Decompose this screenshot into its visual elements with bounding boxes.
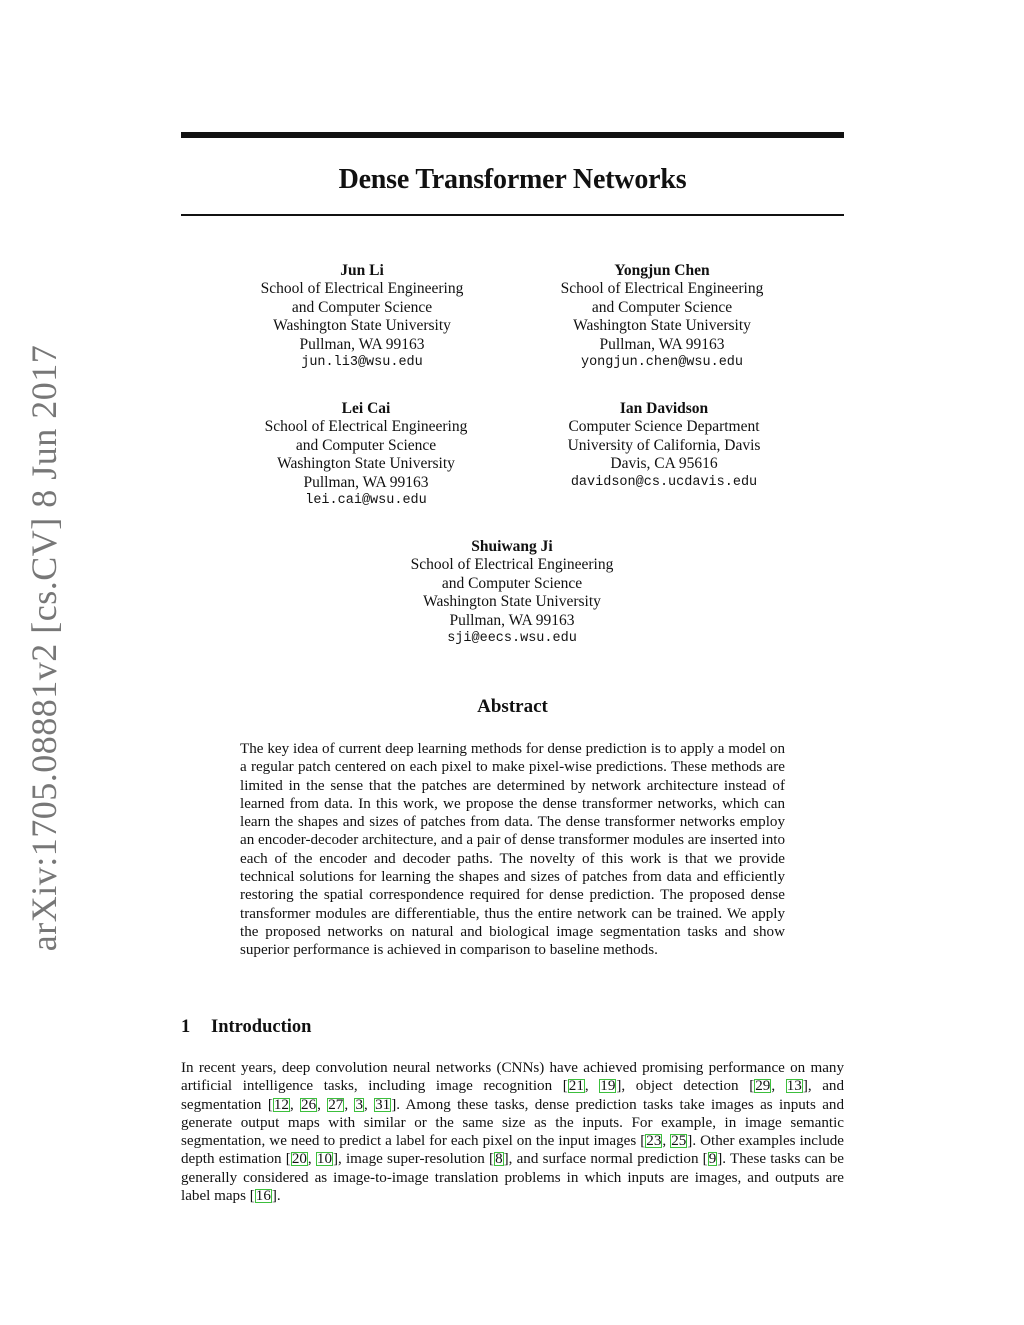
intro-text-run: , (317, 1096, 328, 1113)
author-name: Shuiwang Ji (471, 538, 553, 555)
abstract-text: The key idea of current deep learning methods for dense prediction is to apply a model on a regular patch centered on each pixel to make pixel-wise predictions. These methods are limited in the sense that the patches are determined by network architecture instead of learned from data. In this work, we propose the dense transformer networks, which can learn the shapes and sizes of patches from data. The dense transformer networks employ an encoder-decoder architecture, and a pair of dense transformer modules are inserted into each of the encoder and decoder paths. The novelty of this work is that we provide technical solutions for learning the shapes and sizes of patches from data and efficiently restoring the spatial correspondence required for dense prediction. The proposed dense transformer modules are differentiable, thus the entire network can be trained. We apply the proposed networks on natural and biological image segmentation tasks and show superior performance is achieved in comparison to baseline methods. (240, 741, 785, 959)
author-email[interactable]: davidson@cs.ucdavis.edu (570, 474, 758, 490)
author-affiliation-line: Washington State University (573, 317, 751, 335)
introduction-paragraph (181, 1059, 844, 1205)
citation-link[interactable]: 29 (755, 1078, 771, 1095)
author-email[interactable]: lei.cai@wsu.edu (305, 493, 427, 509)
intro-text-run: ]. These tasks can be generally considered as image-to-image translation problems in which inputs are images, and outputs are label maps [ (181, 1151, 844, 1205)
intro-text-run: ]. Other examples include depth estimation [ (181, 1133, 844, 1168)
author-email[interactable]: sji@eecs.wsu.edu (447, 631, 577, 647)
citation-link[interactable]: 12 (273, 1096, 289, 1113)
citation-link[interactable]: 9 (708, 1151, 717, 1168)
author-affiliation-line: Washington State University (277, 455, 455, 473)
title-rule-top (181, 132, 844, 138)
citation-link[interactable]: 19 (600, 1078, 616, 1095)
intro-text-run: , (289, 1096, 301, 1113)
citation-link[interactable]: 13 (786, 1078, 802, 1095)
author-affiliation-line: Washington State University (273, 317, 451, 335)
author-block-4 (534, 400, 794, 492)
author-block-2 (532, 262, 792, 372)
citation-link[interactable]: 3 (355, 1096, 363, 1113)
intro-text-run: ], and surface normal prediction [ (503, 1151, 708, 1168)
intro-text-run: ], object detection [ (616, 1078, 755, 1095)
title-rule-bottom (181, 214, 844, 216)
citation-link[interactable]: 25 (671, 1133, 687, 1150)
author-affiliation-line: School of Electrical Engineering (560, 280, 764, 298)
intro-text-run: ], image super-resolution [ (332, 1151, 495, 1168)
author-email[interactable]: jun.li3@wsu.edu (301, 355, 423, 371)
section-title: Introduction (211, 1017, 312, 1037)
author-affiliation-line: Pullman, WA 99163 (599, 335, 725, 353)
citation-link[interactable]: 21 (568, 1078, 584, 1095)
paper-title: Dense Transformer Networks (338, 164, 687, 195)
citation-link[interactable]: 20 (291, 1151, 307, 1168)
citation-link[interactable]: 31 (375, 1096, 391, 1113)
author-block-5 (382, 538, 642, 648)
author-affiliation-line: Pullman, WA 99163 (449, 611, 575, 629)
author-affiliation-line: and Computer Science (291, 298, 433, 316)
citation-link[interactable]: 27 (328, 1096, 344, 1113)
citation-link[interactable]: 16 (255, 1188, 271, 1205)
author-affiliation-line: School of Electrical Engineering (260, 280, 464, 298)
intro-text-run: ]. Among these tasks, dense prediction tasks take images as inputs and generate output maps with similar or the same size as the inputs. For example, in image semantic segmentation, we need to predict a label for each pixel on the input images [ (181, 1096, 845, 1150)
author-block-3 (236, 400, 496, 510)
arxiv-identifier-stamp: arXiv:1705.08881v2 [cs.CV] 8 Jun 2017 (24, 344, 64, 952)
intro-text-run: In recent years, deep convolution neural networks (CNNs) have achieved promising performance on many artificial intelligence tasks, including image recognition [ (181, 1060, 844, 1095)
author-name: Ian Davidson (619, 400, 709, 417)
abstract-heading: Abstract (477, 696, 548, 717)
citation-link[interactable]: 10 (316, 1151, 332, 1168)
citation-link[interactable]: 26 (301, 1096, 317, 1113)
intro-text-run: ]. (271, 1188, 281, 1205)
intro-text-run: , (307, 1151, 316, 1168)
citation-link[interactable]: 23 (646, 1133, 662, 1150)
author-affiliation-line: and Computer Science (591, 298, 733, 316)
author-affiliation-line: Washington State University (423, 593, 601, 611)
section-number: 1 (181, 1017, 191, 1037)
intro-text-run: , (364, 1096, 375, 1113)
author-block-1 (232, 262, 492, 372)
author-affiliation-line: School of Electrical Engineering (264, 418, 468, 436)
author-affiliation-line: and Computer Science (441, 574, 583, 592)
section-heading-introduction (181, 1014, 311, 1040)
intro-text-run: , (344, 1096, 355, 1113)
author-name: Lei Cai (341, 400, 391, 417)
author-name: Jun Li (340, 262, 384, 279)
author-name: Yongjun Chen (614, 262, 710, 279)
intro-text-run: , (771, 1078, 786, 1095)
citation-link[interactable]: 8 (495, 1151, 503, 1168)
intro-text-run: , (662, 1133, 671, 1150)
author-affiliation-line: and Computer Science (295, 436, 437, 454)
author-affiliation-line: Davis, CA 95616 (610, 455, 718, 473)
author-affiliation-line: Pullman, WA 99163 (303, 473, 429, 491)
author-affiliation-line: University of California, Davis (567, 436, 761, 454)
author-affiliation-line: Computer Science Department (568, 418, 760, 436)
intro-text-run: ], and segmentation [ (181, 1078, 845, 1113)
author-email[interactable]: yongjun.chen@wsu.edu (580, 355, 744, 371)
author-affiliation-line: Pullman, WA 99163 (299, 335, 425, 353)
intro-text-run: , (584, 1078, 600, 1095)
author-affiliation-line: School of Electrical Engineering (410, 556, 614, 574)
